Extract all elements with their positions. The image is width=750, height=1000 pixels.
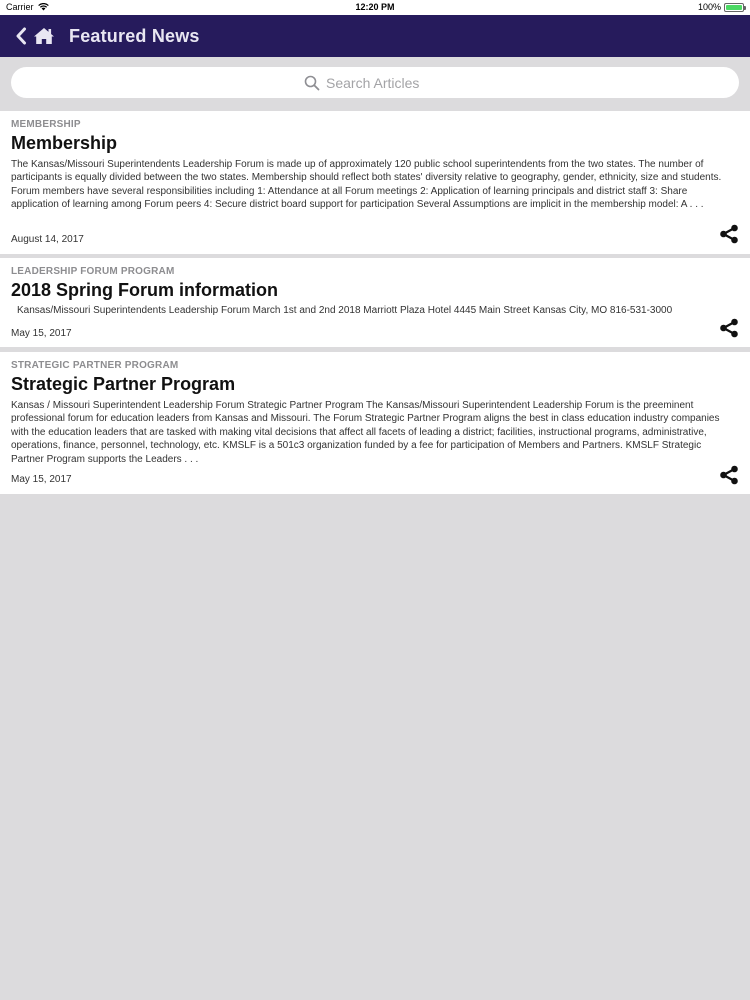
search-input[interactable] [326, 75, 446, 91]
back-button[interactable] [15, 26, 29, 46]
article-date: May 15, 2017 [11, 328, 72, 339]
article-category: LEADERSHIP FORUM PROGRAM [11, 266, 175, 277]
article-summary: The Kansas/Missouri Superintendents Leadership Forum is made up of approximately 120 public school superintendents from the two states. The number of participants is equally divided between the two states. Membership should reflect both states' diversity relative to geography, gender, ethnicity, size and students. Forum members have several responsibilities including 1: Attendance at all Forum meetings 2: Application of learning principals and district staff 3: Share application of learning among Forum peers 4: Secure district board support for participation Several Assumptions are implicit in the membership model: A . . . [11, 159, 722, 211]
carrier-label: Carrier [6, 2, 34, 12]
status-time: 12:20 PM [355, 2, 395, 12]
search-bar [0, 57, 750, 107]
page-title: Featured News [69, 25, 200, 46]
article-card[interactable] [0, 258, 750, 347]
battery-icon [724, 3, 744, 12]
battery-percent: 100% [697, 2, 721, 12]
status-bar [0, 0, 750, 15]
nav-bar [0, 15, 750, 57]
search-icon [304, 75, 320, 91]
article-card[interactable] [0, 352, 750, 494]
home-button[interactable] [33, 26, 57, 46]
article-title: Membership [11, 133, 118, 153]
share-icon[interactable] [719, 465, 739, 485]
battery-indicator [698, 2, 744, 12]
article-summary: Kansas/Missouri Superintendents Leadership Forum March 1st and 2nd 2018 Marriott Plaza Hotel 4445 Main Street Kansas City, MO 816-531-3000 [17, 305, 673, 316]
article-title: 2018 Spring Forum information [11, 280, 279, 300]
article-summary: Kansas / Missouri Superintendent Leadership Forum Strategic Partner Program The Kansas/Missouri Superintendent Leadership Forum is the preeminent professional forum for education leaders from Kansas and Missouri. The Forum Strategic Partner Program aligns the best in class education industry companies with the education leaders that are tasked with making vital decisions that affect all facets of leading a district; facilities, instructional programs, administrative, operations, finance, personnel, technology, etc. KMSLF is a 501c3 organization funded by a fee for participation of Members and Partners. KMSLF Strategic Partner Program supports the Leaders . . . [11, 400, 720, 465]
article-card[interactable] [0, 111, 750, 254]
chevron-left-icon [15, 27, 27, 45]
article-category: STRATEGIC PARTNER PROGRAM [11, 360, 179, 371]
article-category: MEMBERSHIP [11, 119, 81, 130]
home-icon [33, 27, 55, 45]
article-title: Strategic Partner Program [11, 374, 236, 394]
article-date: May 15, 2017 [11, 474, 72, 485]
share-icon[interactable] [719, 224, 739, 244]
article-date: August 14, 2017 [11, 234, 84, 245]
share-icon[interactable] [719, 318, 739, 338]
search-field[interactable] [11, 67, 739, 98]
